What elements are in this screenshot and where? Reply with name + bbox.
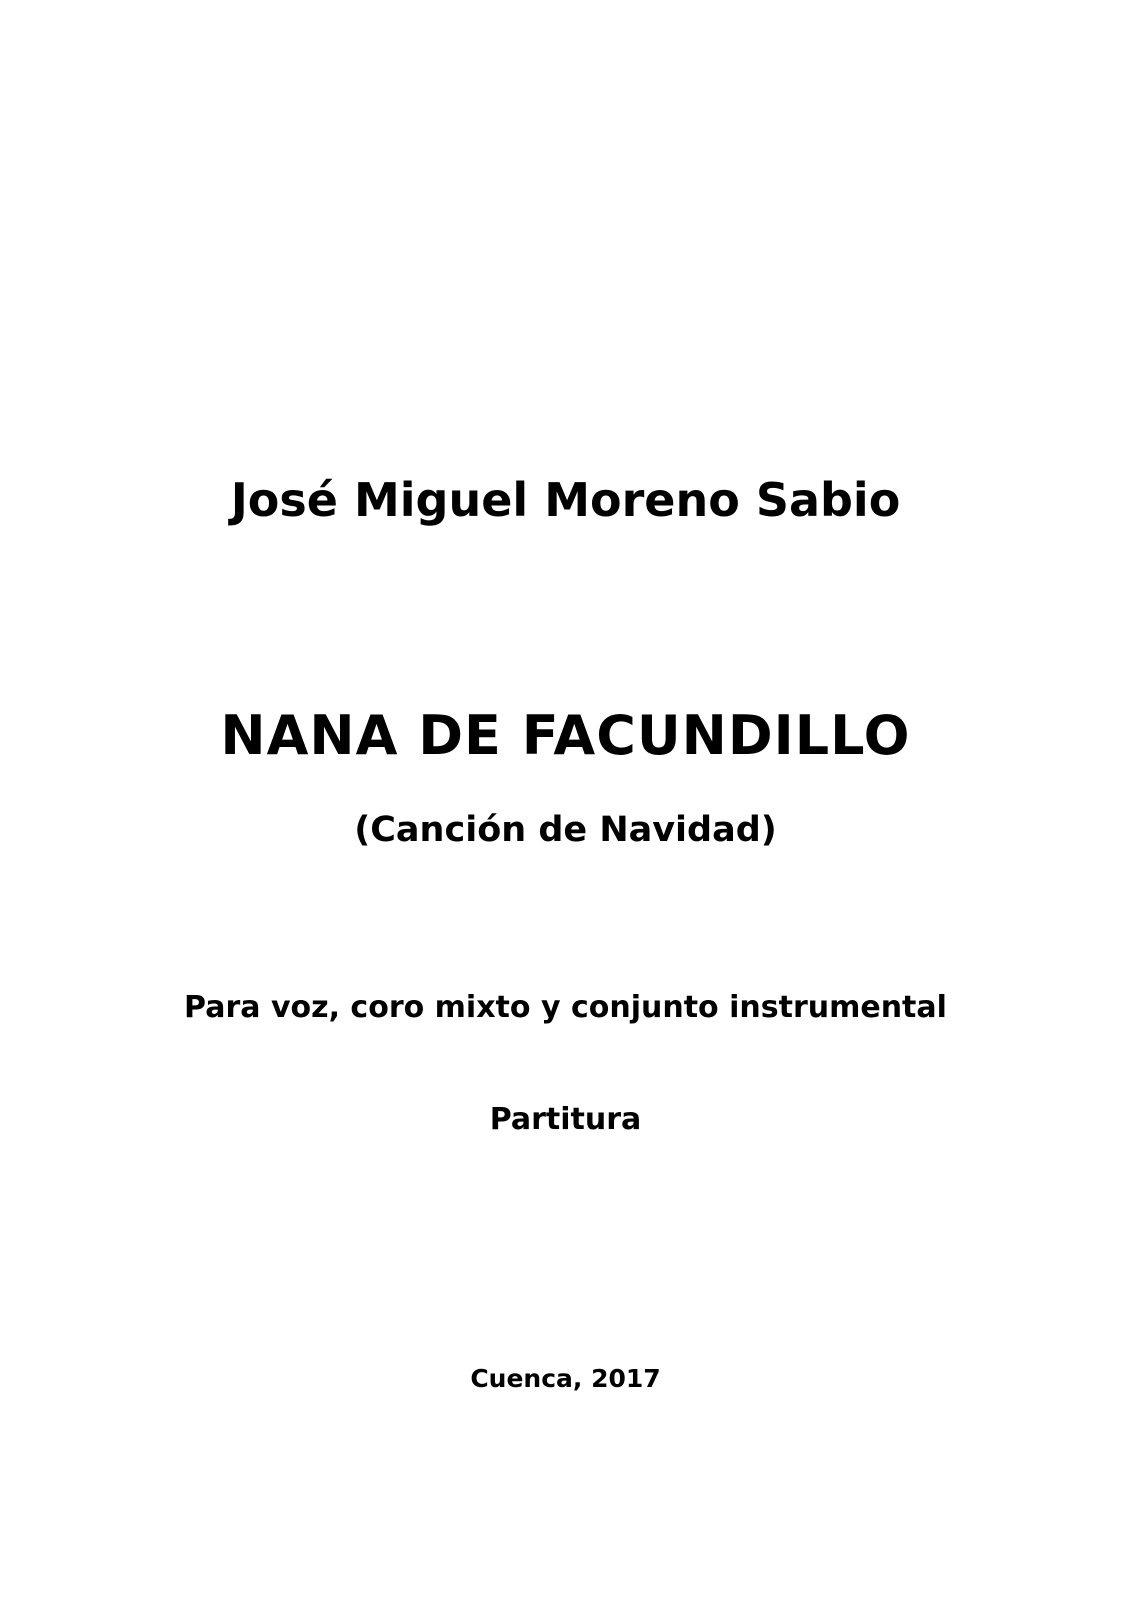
- work-subtitle: (Canción de Navidad): [354, 810, 777, 850]
- work-title: NANA DE FACUNDILLO: [220, 704, 911, 767]
- score-type-label: Partitura: [489, 1102, 642, 1137]
- instrumentation-line: Para voz, coro mixto y conjunto instrumental: [184, 990, 947, 1025]
- author-name: José Miguel Moreno Sabio: [230, 473, 901, 527]
- place-year-imprint: Cuenca, 2017: [470, 1364, 661, 1393]
